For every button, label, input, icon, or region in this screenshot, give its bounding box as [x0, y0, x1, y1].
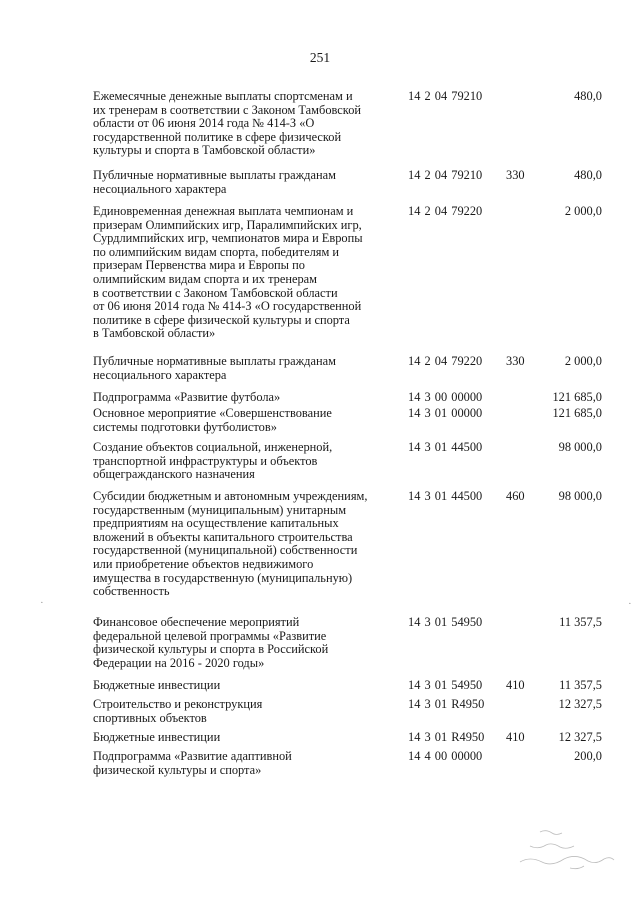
row-code: 14 2 04 79210 [408, 89, 483, 103]
row-description: Ежемесячные денежные выплаты спортсменам и их тренерам в соответствии с Законом Тамбовской области от 06 июня 2014 года № 414-З «О государственной политике в сфере физической культуры и спорта в Тамбовской области» [93, 89, 362, 158]
scan-dot-mark: · [628, 598, 632, 610]
row-amount: 480,0 [574, 89, 602, 103]
row-description: Строительство и реконструкция спортивных объектов [93, 697, 263, 725]
row-description: Подпрограмма «Развитие футбола» [93, 390, 281, 404]
row-code: 14 3 01 00000 [408, 406, 483, 420]
row-description: Бюджетные инвестиции [93, 730, 221, 744]
row-expense-type: 410 [506, 678, 525, 692]
row-description: Единовременная денежная выплата чемпионам и призерам Олимпийских игр, Паралимпийских игр, Сурдлимпийских игр, чемпионатов мира и Европы по олимпийским видам спорта, победителям и призерам Первенства мира и Европы по олимпийским видам спорта и их тренерам в соответствии с Законом Тамбовской области от 06 июня 2014 года № 414-З «О государственной политике в сфере физической культуры и спорта в Тамбовской области» [93, 204, 363, 341]
row-code: 14 3 01 44500 [408, 489, 483, 503]
row-description: Финансовое обеспечение мероприятий федеральной целевой программы «Развитие физической культуры и спорта в Российской Федерации на 2016 - 2020 годы» [93, 615, 329, 670]
row-description: Бюджетные инвестиции [93, 678, 221, 692]
row-amount: 12 327,5 [558, 730, 602, 744]
row-code: 14 2 04 79210 [408, 168, 483, 182]
row-code: 14 4 00 00000 [408, 749, 483, 763]
row-amount: 2 000,0 [564, 354, 602, 368]
row-description: Публичные нормативные выплаты гражданам несоциального характера [93, 168, 336, 196]
page-number: 251 [309, 50, 331, 65]
row-code: 14 2 04 79220 [408, 354, 483, 368]
row-description: Подпрограмма «Развитие адаптивной физической культуры и спорта» [93, 749, 292, 777]
row-amount: 11 357,5 [559, 615, 602, 629]
row-amount: 121 685,0 [552, 406, 602, 420]
row-amount: 2 000,0 [564, 204, 602, 218]
row-code: 14 3 01 54950 [408, 615, 483, 629]
row-code: 14 3 01 54950 [408, 678, 483, 692]
row-expense-type: 330 [506, 168, 525, 182]
row-description: Субсидии бюджетным и автономным учреждениям, государственным (муниципальным) унитарным предприятиям на осуществление капитальных вложений в объекты капитального строительства государственной (муниципальной) собственности или приобретение объектов недвижимого имущества в государственную (муниципальную) собственность [93, 489, 368, 599]
row-amount: 98 000,0 [558, 489, 602, 503]
row-description: Публичные нормативные выплаты гражданам несоциального характера [93, 354, 336, 382]
row-expense-type: 330 [506, 354, 525, 368]
scan-dot-mark: · [40, 597, 44, 609]
row-amount: 121 685,0 [552, 390, 602, 404]
row-expense-type: 410 [506, 730, 525, 744]
row-code: 14 3 01 44500 [408, 440, 483, 454]
row-description: Создание объектов социальной, инженерной, транспортной инфраструктуры и объектов общегражданского назначения [93, 440, 333, 482]
row-code: 14 3 01 R4950 [408, 697, 485, 711]
row-amount: 200,0 [574, 749, 602, 763]
row-expense-type: 460 [506, 489, 525, 503]
row-amount: 480,0 [574, 168, 602, 182]
row-amount: 98 000,0 [558, 440, 602, 454]
row-code: 14 2 04 79220 [408, 204, 483, 218]
row-amount: 11 357,5 [559, 678, 602, 692]
row-code: 14 3 01 R4950 [408, 730, 485, 744]
row-amount: 12 327,5 [558, 697, 602, 711]
row-code: 14 3 00 00000 [408, 390, 483, 404]
signature-scribble-icon [500, 820, 630, 880]
row-description: Основное мероприятие «Совершенствование системы подготовки футболистов» [93, 406, 332, 434]
